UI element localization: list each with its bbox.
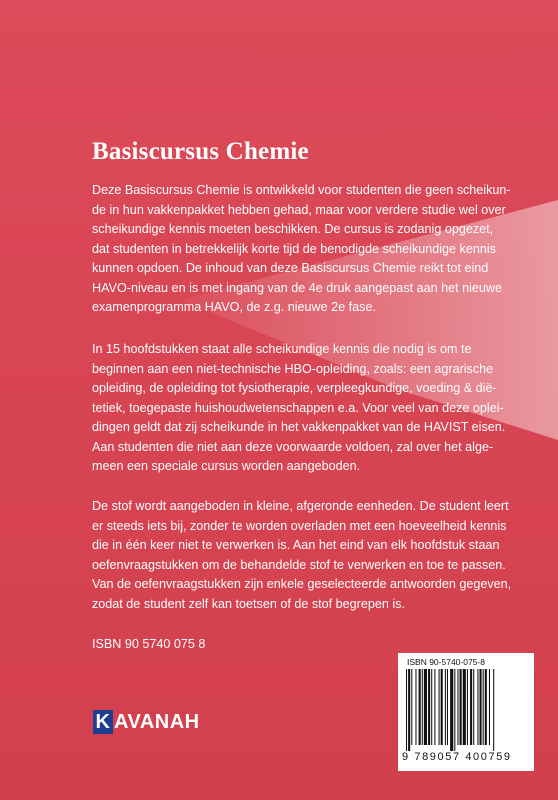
barcode-bar [485,669,487,745]
barcode-bar [434,669,435,745]
barcode-bar [408,669,410,751]
description-paragraph-2 [92,340,522,477]
barcode-bar [483,669,484,745]
barcode-bar [415,669,416,745]
barcode-bar [450,669,453,751]
text-line: Van de oefenvraagstukken zijn enkele geselecteerde antwoorden gegeven, [92,577,512,591]
text-line: Deze Basiscursus Chemie is ontwikkeld voor studenten die geen scheikun- [92,183,511,197]
publisher-logo-k-mark: K [93,710,113,734]
description-paragraph-1 [92,181,522,318]
barcode-bar [411,669,412,745]
text-line: kunnen opdoen. De inhoud van deze Basiscursus Chemie reikt tot eind [92,261,489,275]
barcode-bar [480,669,482,745]
barcode-bar [422,669,423,745]
barcode-bar [460,669,462,745]
barcode-bar [493,669,494,751]
barcode-bar [419,669,421,745]
barcode-bar [424,669,427,745]
barcode-icon [404,669,528,751]
text-line: de in hun vakkenpakket hebben gehad, maar voor verdere studie wel over [92,202,506,217]
text-line: Aan studenten die niet aan deze voorwaarde voldoen, zal over het alge- [92,439,494,454]
text-line: meen een speciale cursus worden aangeboden. [92,459,361,473]
barcode-bar [470,669,472,745]
barcode-bar [489,669,490,745]
text-line: dingen geldt dat zij scheikunde in het vakkenpakket van de HAVIST eisen. [92,420,506,434]
barcode-bar [441,669,443,745]
publisher-logo [93,710,200,734]
barcode-bar [477,669,478,745]
text-line: beginnen aan een niet-technische HBO-opleiding, zoals: een agrarische [92,361,494,376]
text-line: In 15 hoofdstukken staat alle scheikundige kennis die nodig is om te [92,342,472,356]
barcode-bar [454,669,455,751]
barcode-bar [406,669,407,751]
text-line: zodat de student zelf kan toetsen of de stof begrepen is. [92,596,405,611]
book-title: Basiscursus Chemie [92,138,309,165]
text-line: er steeds iets bij, zonder te worden overladen met een hoeveelheid kennis [92,518,507,533]
text-line: De stof wordt aangeboden in kleine, afgeronde eenheden. De student leert [92,499,509,513]
text-line: opleiding, de opleiding tot fysiotherapie, verpleegkundige, voeding & dië- [92,381,497,395]
isbn-text: ISBN 90 5740 075 8 [92,637,206,651]
barcode-label [398,653,534,771]
barcode-bar [463,669,466,745]
text-line: die in één keer niet te verwerken is. Aan het eind van elk hoofdstuk staan [92,538,500,552]
text-line: scheikundige kennis moeten beschikken. De cursus is zodanig opgezet, [92,222,494,236]
barcode-digits: 9 789057 400759 [402,751,512,763]
barcode-bar [431,669,432,745]
barcode-bar [457,669,458,745]
text-line: HAVO-niveau en is met ingang van de 4e druk aangepast aan het nieuwe [92,280,503,295]
barcode-bar [473,669,474,745]
barcode-bar [445,669,446,745]
description-paragraph-3 [92,497,522,614]
barcode-bar [467,669,468,745]
text-line: dat studenten in betrekkelijk korte tijd de benodigde scheikundige kennis [92,241,496,256]
text-line: examenprogramma HAVO, de z.g. nieuwe 2e fase. [92,300,376,314]
barcode-bar [447,669,448,745]
text-line: tetiek, toegepaste huishoudwetenschappen e.a. Voor veel van deze oplei- [92,400,504,415]
publisher-logo-rest: AVANAH [114,710,200,733]
barcode-bar [428,669,430,745]
barcode-isbn-text: ISBN 90-5740-075-8 [407,657,485,667]
barcode-bar [439,669,440,745]
text-line: oefenvraagstukken om de behandelde stof te verwerken en toe te passen. [92,557,506,572]
